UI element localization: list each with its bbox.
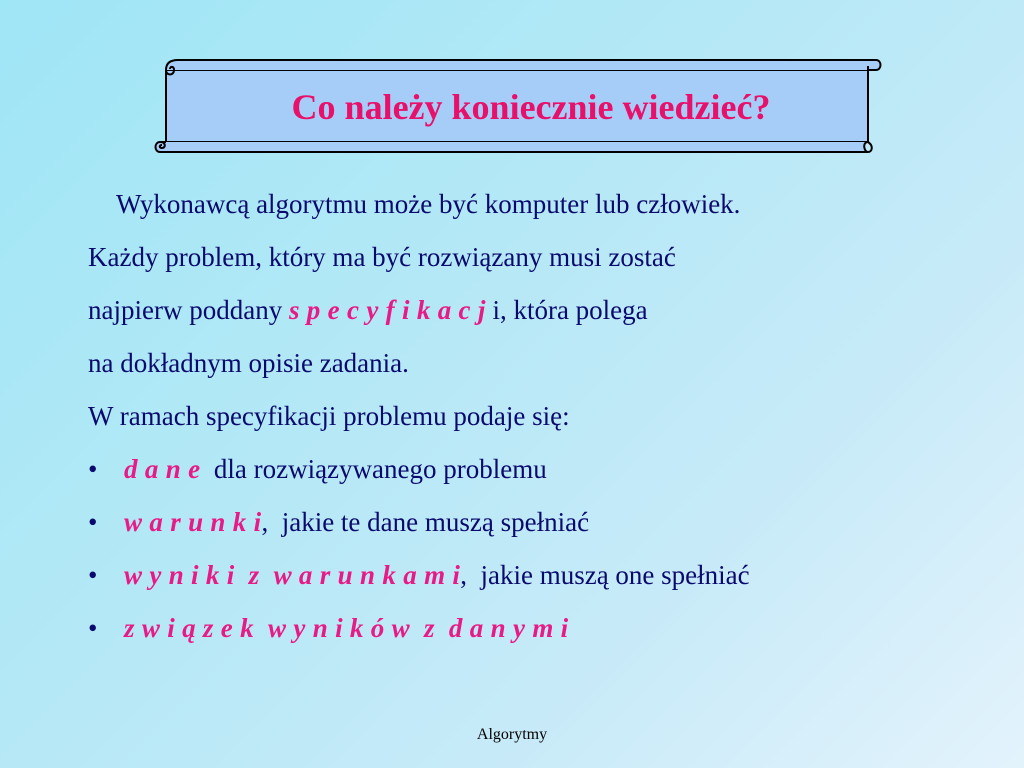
text-segment: najpierw poddany [88,295,289,325]
list-item-text: , jakie muszą one spełniać [460,560,750,590]
slide-body [88,178,988,655]
list-item-emphasis: z w i ą z e k w y n i k ó w z d a n y m i [124,613,569,643]
list-item-text: , jakie te dane muszą spełniać [261,507,590,537]
list-item-emphasis: w y n i k i z w a r u n k a m i [124,560,461,590]
bullet-icon: • [88,507,98,537]
list-item [88,443,988,496]
list-item [88,549,988,602]
text-segment: i, która polega [485,295,648,325]
paragraph-line: Wykonawcą algorytmu może być komputer lub człowiek. [116,189,741,219]
slide-title: Co należy koniecznie wiedzieć? [291,87,771,127]
bullet-icon: • [88,613,98,643]
title-scroll-banner [152,56,882,156]
emphasis-specyfikacji: s p e c y f i k a c j [288,295,486,325]
paragraph-line: Każdy problem, który ma być rozwiązany musi zostać [88,242,676,272]
bullet-icon: • [88,454,98,484]
list-item-emphasis: w a r u n k i [124,507,262,537]
list-item-text: dla rozwiązywanego problemu [200,454,547,484]
paragraph-line [88,284,988,337]
paragraph-line: W ramach specyfikacji problemu podaje się: [88,401,570,431]
list-item-emphasis: d a n e [124,454,201,484]
slide-footer: Algorytmy [476,726,548,743]
list-item [88,602,988,655]
list-item [88,496,988,549]
bullet-icon: • [88,560,98,590]
paragraph-line: na dokładnym opisie zadania. [88,348,409,378]
